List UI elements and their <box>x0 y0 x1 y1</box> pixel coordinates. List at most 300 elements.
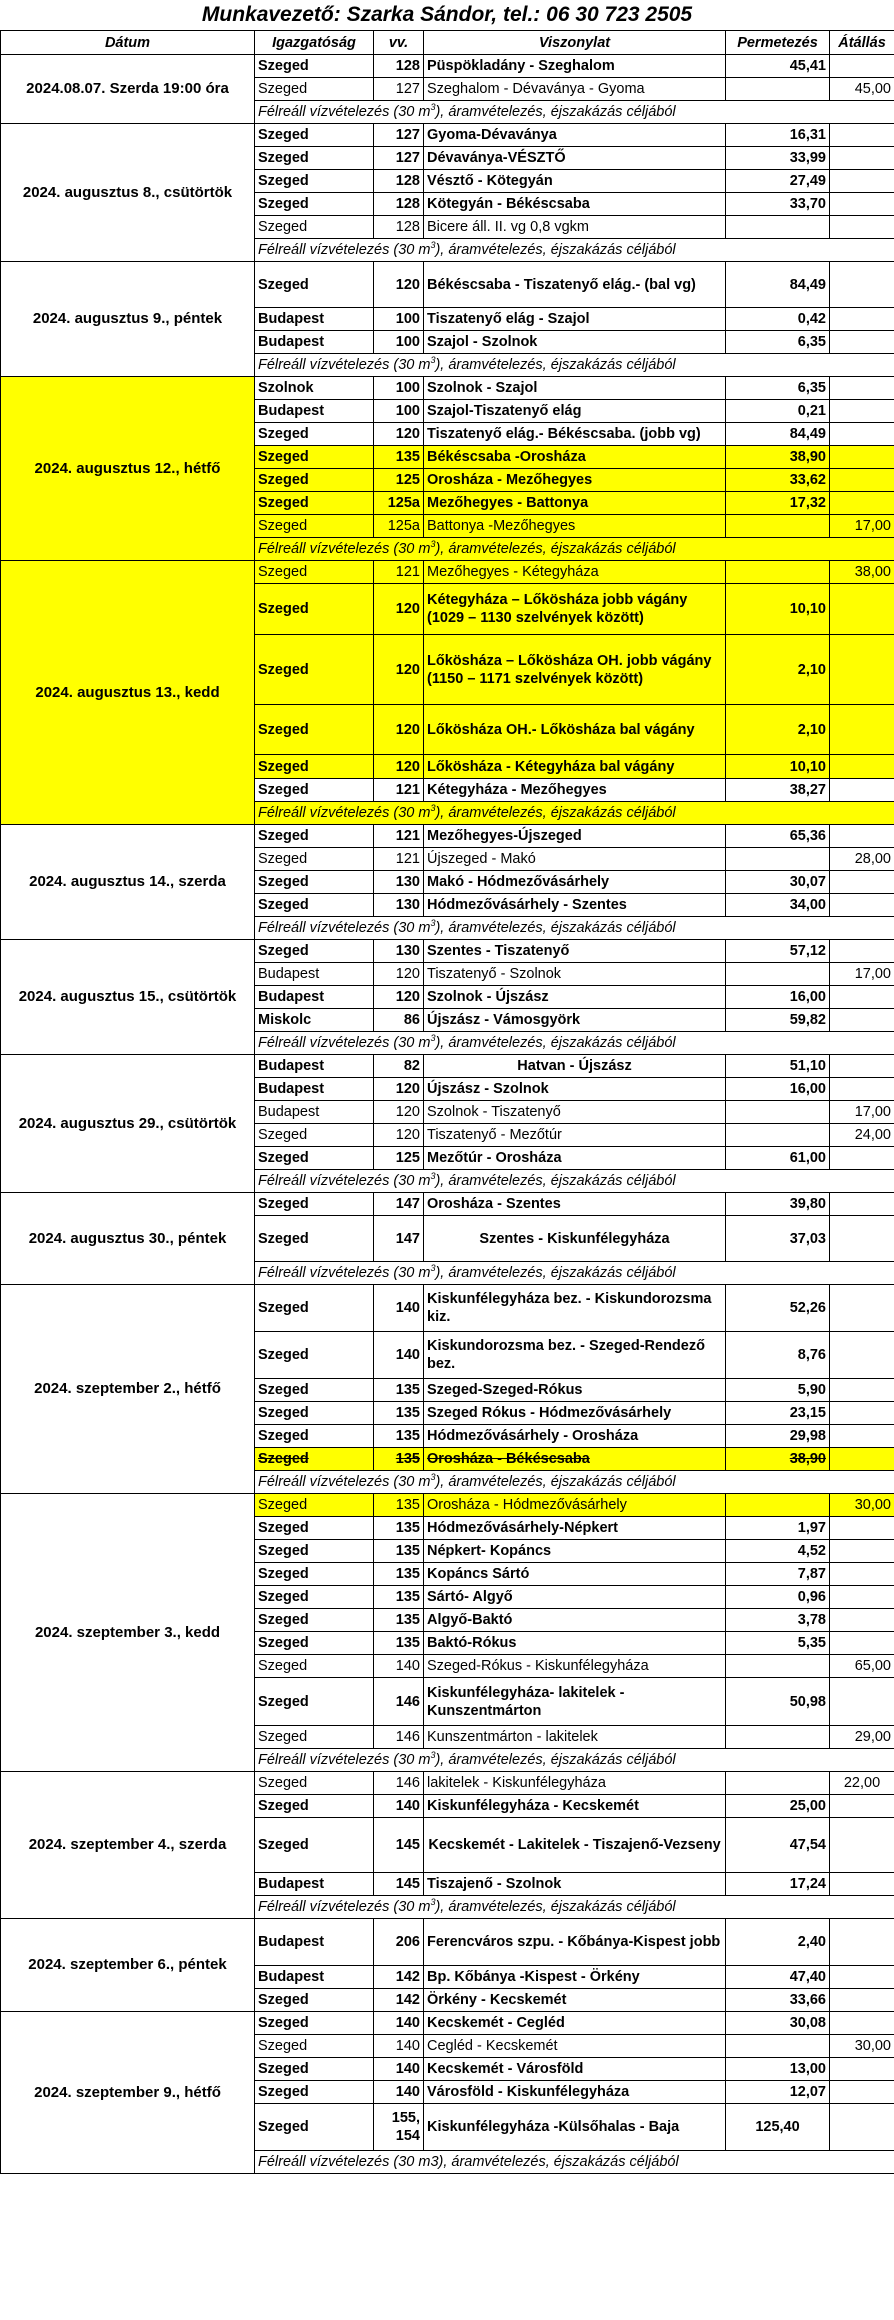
spraying-km-cell <box>726 963 830 986</box>
directorate-cell: Szeged <box>255 2081 374 2104</box>
line-number-cell: 120 <box>374 755 424 779</box>
directorate-cell: Szeged <box>255 1632 374 1655</box>
directorate-cell: Budapest <box>255 1919 374 1966</box>
transfer-km-cell <box>830 1632 894 1655</box>
route-cell: Kecskemét - Cegléd <box>424 2012 726 2035</box>
table-row <box>1 1055 894 1078</box>
note-cell <box>255 1471 894 1494</box>
line-number-cell: 121 <box>374 825 424 848</box>
route-cell: Mezőhegyes - Kétegyháza <box>424 561 726 584</box>
directorate-cell: Szeged <box>255 193 374 216</box>
date-cell: 2024. augusztus 9., péntek <box>1 262 255 377</box>
spraying-km-cell: 6,35 <box>726 331 830 354</box>
directorate-cell: Szeged <box>255 894 374 917</box>
line-number-cell: 120 <box>374 963 424 986</box>
route-cell: Kiskunfélegyháza- lakitelek - Kunszentmárton <box>424 1678 726 1726</box>
transfer-km-cell <box>830 469 894 492</box>
date-cell: 2024. szeptember 6., péntek <box>1 1919 255 2012</box>
route-cell: Vésztő - Kötegyán <box>424 170 726 193</box>
transfer-km-cell <box>830 1540 894 1563</box>
route-cell: Ferencváros szpu. - Kőbánya-Kispest jobb <box>424 1919 726 1966</box>
line-number-cell: 128 <box>374 216 424 239</box>
spraying-km-cell: 17,24 <box>726 1873 830 1896</box>
transfer-km-cell <box>830 1193 894 1216</box>
directorate-cell: Szeged <box>255 1147 374 1170</box>
note-text-end: ), áramvételezés, éjszakázás céljából <box>435 104 676 120</box>
date-cell: 2024. augusztus 15., csütörtök <box>1 940 255 1055</box>
spraying-km-cell: 16,00 <box>726 986 830 1009</box>
directorate-cell: Budapest <box>255 963 374 986</box>
note-superscript: 3 <box>430 102 436 112</box>
note-superscript: 3 <box>430 1263 436 1273</box>
line-number-cell: 135 <box>374 1632 424 1655</box>
note-text: Félreáll vízvételezés (30 m <box>258 541 431 557</box>
route-cell: Kopáncs Sártó <box>424 1563 726 1586</box>
directorate-cell: Szeged <box>255 1124 374 1147</box>
note-text-end: ), áramvételezés, éjszakázás céljából <box>435 357 676 373</box>
transfer-km-cell <box>830 1873 894 1896</box>
transfer-km-cell <box>830 871 894 894</box>
note-cell <box>255 917 894 940</box>
date-cell: 2024. szeptember 4., szerda <box>1 1772 255 1919</box>
spraying-km-cell <box>726 561 830 584</box>
route-cell: Kunszentmárton - lakitelek <box>424 1726 726 1749</box>
date-cell: 2024. augusztus 30., péntek <box>1 1193 255 1285</box>
date-cell: 2024. augusztus 13., kedd <box>1 561 255 825</box>
spraying-km-cell: 25,00 <box>726 1795 830 1818</box>
line-number-cell: 120 <box>374 705 424 755</box>
spraying-km-cell: 65,36 <box>726 825 830 848</box>
table-row <box>1 262 894 308</box>
note-superscript: 3 <box>430 240 436 250</box>
transfer-km-cell <box>830 705 894 755</box>
directorate-cell: Szeged <box>255 871 374 894</box>
spraying-km-cell: 0,21 <box>726 400 830 423</box>
transfer-km-cell <box>830 1285 894 1332</box>
spraying-km-cell: 33,66 <box>726 1989 830 2012</box>
date-cell: 2024.08.07. Szerda 19:00 óra <box>1 55 255 124</box>
transfer-km-cell <box>830 635 894 705</box>
directorate-cell: Szeged <box>255 1379 374 1402</box>
directorate-cell: Budapest <box>255 400 374 423</box>
note-text: Félreáll vízvételezés (30 m <box>258 104 431 120</box>
date-cell: 2024. augusztus 14., szerda <box>1 825 255 940</box>
transfer-km-cell <box>830 1966 894 1989</box>
transfer-km-cell <box>830 1919 894 1966</box>
route-cell: Újszász - Szolnok <box>424 1078 726 1101</box>
line-number-cell: 135 <box>374 1609 424 1632</box>
table-row <box>1 1772 894 1795</box>
line-number-cell: 100 <box>374 377 424 400</box>
line-number-cell: 135 <box>374 1586 424 1609</box>
route-cell: Tiszatenyő - Mezőtúr <box>424 1124 726 1147</box>
directorate-cell: Szolnok <box>255 377 374 400</box>
route-cell: Szajol - Szolnok <box>424 331 726 354</box>
note-text: Félreáll vízvételezés (30 m <box>258 1899 431 1915</box>
spraying-km-cell <box>726 848 830 871</box>
note-text-end: ), áramvételezés, éjszakázás céljából <box>435 1474 676 1490</box>
route-cell: lakitelek - Kiskunfélegyháza <box>424 1772 726 1795</box>
spraying-km-cell: 16,00 <box>726 1078 830 1101</box>
route-cell: Hódmezővásárhely-Népkert <box>424 1517 726 1540</box>
note-text-end: ), áramvételezés, éjszakázás céljából <box>435 541 676 557</box>
directorate-cell: Szeged <box>255 705 374 755</box>
transfer-km-cell <box>830 584 894 635</box>
spraying-km-cell: 33,99 <box>726 147 830 170</box>
transfer-km-cell <box>830 2058 894 2081</box>
line-number-cell: 128 <box>374 170 424 193</box>
transfer-km-cell: 30,00 <box>830 1494 894 1517</box>
directorate-cell: Szeged <box>255 1540 374 1563</box>
spraying-km-cell: 33,70 <box>726 193 830 216</box>
line-number-cell: 140 <box>374 1655 424 1678</box>
note-text: Félreáll vízvételezés (30 m <box>258 1265 431 1281</box>
line-number-cell: 146 <box>374 1678 424 1726</box>
route-cell: Újszász - Vámosgyörk <box>424 1009 726 1032</box>
directorate-cell: Szeged <box>255 940 374 963</box>
route-cell: Orosháza - Mezőhegyes <box>424 469 726 492</box>
transfer-km-cell <box>830 894 894 917</box>
transfer-km-cell: 65,00 <box>830 1655 894 1678</box>
transfer-km-cell <box>830 940 894 963</box>
line-number-cell: 140 <box>374 1332 424 1379</box>
route-cell: Szajol-Tiszatenyő elág <box>424 400 726 423</box>
line-number-cell: 125 <box>374 469 424 492</box>
directorate-cell: Szeged <box>255 2012 374 2035</box>
transfer-km-cell <box>830 1425 894 1448</box>
table-row <box>1 940 894 963</box>
line-number-cell: 146 <box>374 1726 424 1749</box>
table-row <box>1 561 894 584</box>
route-cell: Hódmezővásárhely - Szentes <box>424 894 726 917</box>
spraying-km-cell <box>726 1772 830 1795</box>
directorate-cell: Budapest <box>255 1101 374 1124</box>
route-cell: Szolnok - Újszász <box>424 986 726 1009</box>
spraying-km-cell: 6,35 <box>726 377 830 400</box>
spraying-km-cell: 30,07 <box>726 871 830 894</box>
directorate-cell: Budapest <box>255 308 374 331</box>
transfer-km-cell: 17,00 <box>830 963 894 986</box>
transfer-km-cell <box>830 446 894 469</box>
directorate-cell: Szeged <box>255 1586 374 1609</box>
directorate-cell: Szeged <box>255 1678 374 1726</box>
route-cell: Bp. Kőbánya -Kispest - Örkény <box>424 1966 726 1989</box>
directorate-cell: Szeged <box>255 2104 374 2151</box>
date-cell: 2024. szeptember 3., kedd <box>1 1494 255 1772</box>
spraying-km-cell: 17,32 <box>726 492 830 515</box>
directorate-cell: Budapest <box>255 1873 374 1896</box>
directorate-cell: Szeged <box>255 2035 374 2058</box>
route-cell: Szentes - Kiskunfélegyháza <box>424 1216 726 1262</box>
directorate-cell: Szeged <box>255 1332 374 1379</box>
directorate-cell: Szeged <box>255 216 374 239</box>
transfer-km-cell <box>830 1609 894 1632</box>
table-row <box>1 2012 894 2035</box>
route-cell: Lőkösháza – Lőkösháza OH. jobb vágány (1150 – 1171 szelvények között) <box>424 635 726 705</box>
directorate-cell: Szeged <box>255 446 374 469</box>
directorate-cell: Szeged <box>255 262 374 308</box>
spraying-km-cell: 13,00 <box>726 2058 830 2081</box>
line-number-cell: 82 <box>374 1055 424 1078</box>
directorate-cell: Szeged <box>255 170 374 193</box>
transfer-km-cell <box>830 755 894 779</box>
note-text: Félreáll vízvételezés (30 m <box>258 1474 431 1490</box>
transfer-km-cell: 38,00 <box>830 561 894 584</box>
transfer-km-cell <box>830 147 894 170</box>
route-cell: Kiskunfélegyháza - Kecskemét <box>424 1795 726 1818</box>
transfer-km-cell <box>830 779 894 802</box>
note-superscript: 3 <box>430 1171 436 1181</box>
directorate-cell: Szeged <box>255 469 374 492</box>
line-number-cell: 135 <box>374 1540 424 1563</box>
header-directorate: Igazgatóság <box>255 31 374 55</box>
route-cell: Orosháza - Szentes <box>424 1193 726 1216</box>
route-cell: Sártó- Algyő <box>424 1586 726 1609</box>
transfer-km-cell: 17,00 <box>830 515 894 538</box>
route-cell: Kiskundorozsma bez. - Szeged-Rendező bez. <box>424 1332 726 1379</box>
schedule-body <box>1 55 894 2174</box>
route-cell: Kötegyán - Békéscsaba <box>424 193 726 216</box>
route-cell: Kétegyháza – Lőkösháza jobb vágány (1029 – 1130 szelvények között) <box>424 584 726 635</box>
line-number-cell: 147 <box>374 1193 424 1216</box>
transfer-km-cell: 28,00 <box>830 848 894 871</box>
note-text: Félreáll vízvételezés (30 m <box>258 242 431 258</box>
transfer-km-cell: 29,00 <box>830 1726 894 1749</box>
spraying-km-cell <box>726 1494 830 1517</box>
route-cell: Kiskunfélegyháza bez. - Kiskundorozsma kiz. <box>424 1285 726 1332</box>
route-cell: Örkény - Kecskemét <box>424 1989 726 2012</box>
route-cell: Hatvan - Újszász <box>424 1055 726 1078</box>
line-number-cell: 120 <box>374 986 424 1009</box>
route-cell: Lőkösháza - Kétegyháza bal vágány <box>424 755 726 779</box>
note-cell <box>255 1032 894 1055</box>
note-superscript: 3 <box>430 1033 436 1043</box>
note-cell <box>255 1896 894 1919</box>
directorate-cell: Szeged <box>255 1216 374 1262</box>
line-number-cell: 130 <box>374 894 424 917</box>
spraying-km-cell: 47,54 <box>726 1818 830 1873</box>
line-number-cell: 130 <box>374 871 424 894</box>
route-cell: Újszeged - Makó <box>424 848 726 871</box>
transfer-km-cell <box>830 492 894 515</box>
note-text: Félreáll vízvételezés (30 m <box>258 805 431 821</box>
note-text: Félreáll vízvételezés (30 m <box>258 920 431 936</box>
line-number-cell: 120 <box>374 1078 424 1101</box>
spraying-km-cell: 84,49 <box>726 423 830 446</box>
route-cell: Orosháza - Hódmezővásárhely <box>424 1494 726 1517</box>
transfer-km-cell <box>830 1379 894 1402</box>
transfer-km-cell <box>830 2104 894 2151</box>
transfer-km-cell <box>830 1795 894 1818</box>
spraying-km-cell: 23,15 <box>726 1402 830 1425</box>
line-number-cell: 135 <box>374 1517 424 1540</box>
header-route: Viszonylat <box>424 31 726 55</box>
line-number-cell: 120 <box>374 262 424 308</box>
transfer-km-cell <box>830 825 894 848</box>
spraying-km-cell: 4,52 <box>726 1540 830 1563</box>
line-number-cell: 125a <box>374 515 424 538</box>
spraying-km-cell: 52,26 <box>726 1285 830 1332</box>
transfer-km-cell <box>830 2081 894 2104</box>
spraying-km-cell: 5,35 <box>726 1632 830 1655</box>
table-row <box>1 55 894 78</box>
directorate-cell: Szeged <box>255 1193 374 1216</box>
line-number-cell: 135 <box>374 1494 424 1517</box>
route-cell: Kecskemét - Városföld <box>424 2058 726 2081</box>
note-superscript: 3 <box>430 539 436 549</box>
note-text-end: ), áramvételezés, éjszakázás céljából <box>435 1752 676 1768</box>
note-text-end: ), áramvételezés, éjszakázás céljából <box>435 1035 676 1051</box>
spraying-km-cell: 84,49 <box>726 262 830 308</box>
spraying-km-cell <box>726 1124 830 1147</box>
directorate-cell: Budapest <box>255 331 374 354</box>
spraying-km-cell: 33,62 <box>726 469 830 492</box>
route-cell: Tiszatenyő - Szolnok <box>424 963 726 986</box>
note-cell <box>255 239 894 262</box>
transfer-km-cell <box>830 986 894 1009</box>
route-cell: Tiszajenő - Szolnok <box>424 1873 726 1896</box>
line-number-cell: 120 <box>374 584 424 635</box>
line-number-cell: 147 <box>374 1216 424 1262</box>
line-number-cell: 127 <box>374 147 424 170</box>
table-row <box>1 1193 894 1216</box>
date-cell: 2024. szeptember 2., hétfő <box>1 1285 255 1494</box>
line-number-cell: 145 <box>374 1818 424 1873</box>
spraying-km-cell: 29,98 <box>726 1425 830 1448</box>
spraying-km-cell: 50,98 <box>726 1678 830 1726</box>
route-cell: Kiskunfélegyháza -Külsőhalas - Baja <box>424 2104 726 2151</box>
spraying-km-cell: 16,31 <box>726 124 830 147</box>
line-number-cell: 135 <box>374 1448 424 1471</box>
line-number-cell: 140 <box>374 2081 424 2104</box>
line-number-cell: 128 <box>374 55 424 78</box>
note-text: Félreáll vízvételezés (30 m <box>258 1752 431 1768</box>
table-row <box>1 1494 894 1517</box>
spraying-km-cell <box>726 216 830 239</box>
spraying-km-cell: 27,49 <box>726 170 830 193</box>
line-number-cell: 130 <box>374 940 424 963</box>
route-cell: Baktó-Rókus <box>424 1632 726 1655</box>
directorate-cell: Budapest <box>255 1966 374 1989</box>
transfer-km-cell <box>830 1055 894 1078</box>
directorate-cell: Szeged <box>255 584 374 635</box>
line-number-cell: 120 <box>374 423 424 446</box>
spraying-km-cell <box>726 1655 830 1678</box>
route-cell: Mezőhegyes-Újszeged <box>424 825 726 848</box>
spraying-km-cell: 1,97 <box>726 1517 830 1540</box>
line-number-cell: 140 <box>374 1795 424 1818</box>
table-row <box>1 825 894 848</box>
spraying-km-cell: 7,87 <box>726 1563 830 1586</box>
line-number-cell: 128 <box>374 193 424 216</box>
directorate-cell: Szeged <box>255 423 374 446</box>
spraying-km-cell: 12,07 <box>726 2081 830 2104</box>
route-cell: Szeged-Rókus - Kiskunfélegyháza <box>424 1655 726 1678</box>
note-text: Félreáll vízvételezés (30 m <box>258 1173 431 1189</box>
transfer-km-cell: 22,00 <box>830 1772 894 1795</box>
note-text-end: ), áramvételezés, éjszakázás céljából <box>435 1265 676 1281</box>
line-number-cell: 125a <box>374 492 424 515</box>
route-cell: Szolnok - Szajol <box>424 377 726 400</box>
spraying-km-cell: 37,03 <box>726 1216 830 1262</box>
note-cell <box>255 1170 894 1193</box>
line-number-cell: 135 <box>374 1402 424 1425</box>
route-cell: Cegléd - Kecskemét <box>424 2035 726 2058</box>
header-date: Dátum <box>1 31 255 55</box>
transfer-km-cell <box>830 377 894 400</box>
spraying-km-cell: 38,27 <box>726 779 830 802</box>
spraying-km-cell: 10,10 <box>726 584 830 635</box>
line-number-cell: 135 <box>374 1425 424 1448</box>
line-number-cell: 121 <box>374 848 424 871</box>
note-superscript: 3 <box>430 1750 436 1760</box>
directorate-cell: Szeged <box>255 1989 374 2012</box>
transfer-km-cell <box>830 400 894 423</box>
spraying-km-cell <box>726 78 830 101</box>
directorate-cell: Szeged <box>255 492 374 515</box>
directorate-cell: Szeged <box>255 779 374 802</box>
line-number-cell: 100 <box>374 308 424 331</box>
line-number-cell: 135 <box>374 1563 424 1586</box>
transfer-km-cell: 17,00 <box>830 1101 894 1124</box>
note-superscript: 3 <box>430 355 436 365</box>
table-row <box>1 1285 894 1332</box>
route-cell: Városföld - Kiskunfélegyháza <box>424 2081 726 2104</box>
route-cell: Szeged-Szeged-Rókus <box>424 1379 726 1402</box>
transfer-km-cell <box>830 1332 894 1379</box>
spraying-km-cell: 3,78 <box>726 1609 830 1632</box>
directorate-cell: Szeged <box>255 147 374 170</box>
transfer-km-cell <box>830 1678 894 1726</box>
line-number-cell: 140 <box>374 2012 424 2035</box>
directorate-cell: Szeged <box>255 1402 374 1425</box>
route-cell: Kecskemét - Lakitelek - Tiszajenő-Vezseny <box>424 1818 726 1873</box>
line-number-cell: 121 <box>374 779 424 802</box>
directorate-cell: Szeged <box>255 78 374 101</box>
note-superscript: 3 <box>430 918 436 928</box>
transfer-km-cell <box>830 262 894 308</box>
directorate-cell: Szeged <box>255 55 374 78</box>
route-cell: Gyoma-Dévaványa <box>424 124 726 147</box>
spraying-km-cell: 59,82 <box>726 1009 830 1032</box>
line-number-cell: 120 <box>374 635 424 705</box>
line-number-cell: 120 <box>374 1101 424 1124</box>
line-number-cell: 155, 154 <box>374 2104 424 2151</box>
date-cell: 2024. augusztus 29., csütörtök <box>1 1055 255 1193</box>
line-number-cell: 146 <box>374 1772 424 1795</box>
route-cell: Népkert- Kopáncs <box>424 1540 726 1563</box>
directorate-cell: Budapest <box>255 1078 374 1101</box>
spraying-km-cell <box>726 515 830 538</box>
directorate-cell: Szeged <box>255 635 374 705</box>
transfer-km-cell <box>830 216 894 239</box>
note-text-end: ), áramvételezés, éjszakázás céljából <box>435 1899 676 1915</box>
table-row <box>1 377 894 400</box>
route-cell: Lőkösháza OH.- Lőkösháza bal vágány <box>424 705 726 755</box>
transfer-km-cell <box>830 1448 894 1471</box>
date-cell: 2024. augusztus 8., csütörtök <box>1 124 255 262</box>
transfer-km-cell: 30,00 <box>830 2035 894 2058</box>
transfer-km-cell <box>830 193 894 216</box>
directorate-cell: Szeged <box>255 124 374 147</box>
note-text-end: ), áramvételezés, éjszakázás céljából <box>435 920 676 936</box>
transfer-km-cell <box>830 1818 894 1873</box>
directorate-cell: Szeged <box>255 1772 374 1795</box>
route-cell: Szentes - Tiszatenyő <box>424 940 726 963</box>
line-number-cell: 142 <box>374 1989 424 2012</box>
spraying-km-cell: 51,10 <box>726 1055 830 1078</box>
transfer-km-cell <box>830 1989 894 2012</box>
